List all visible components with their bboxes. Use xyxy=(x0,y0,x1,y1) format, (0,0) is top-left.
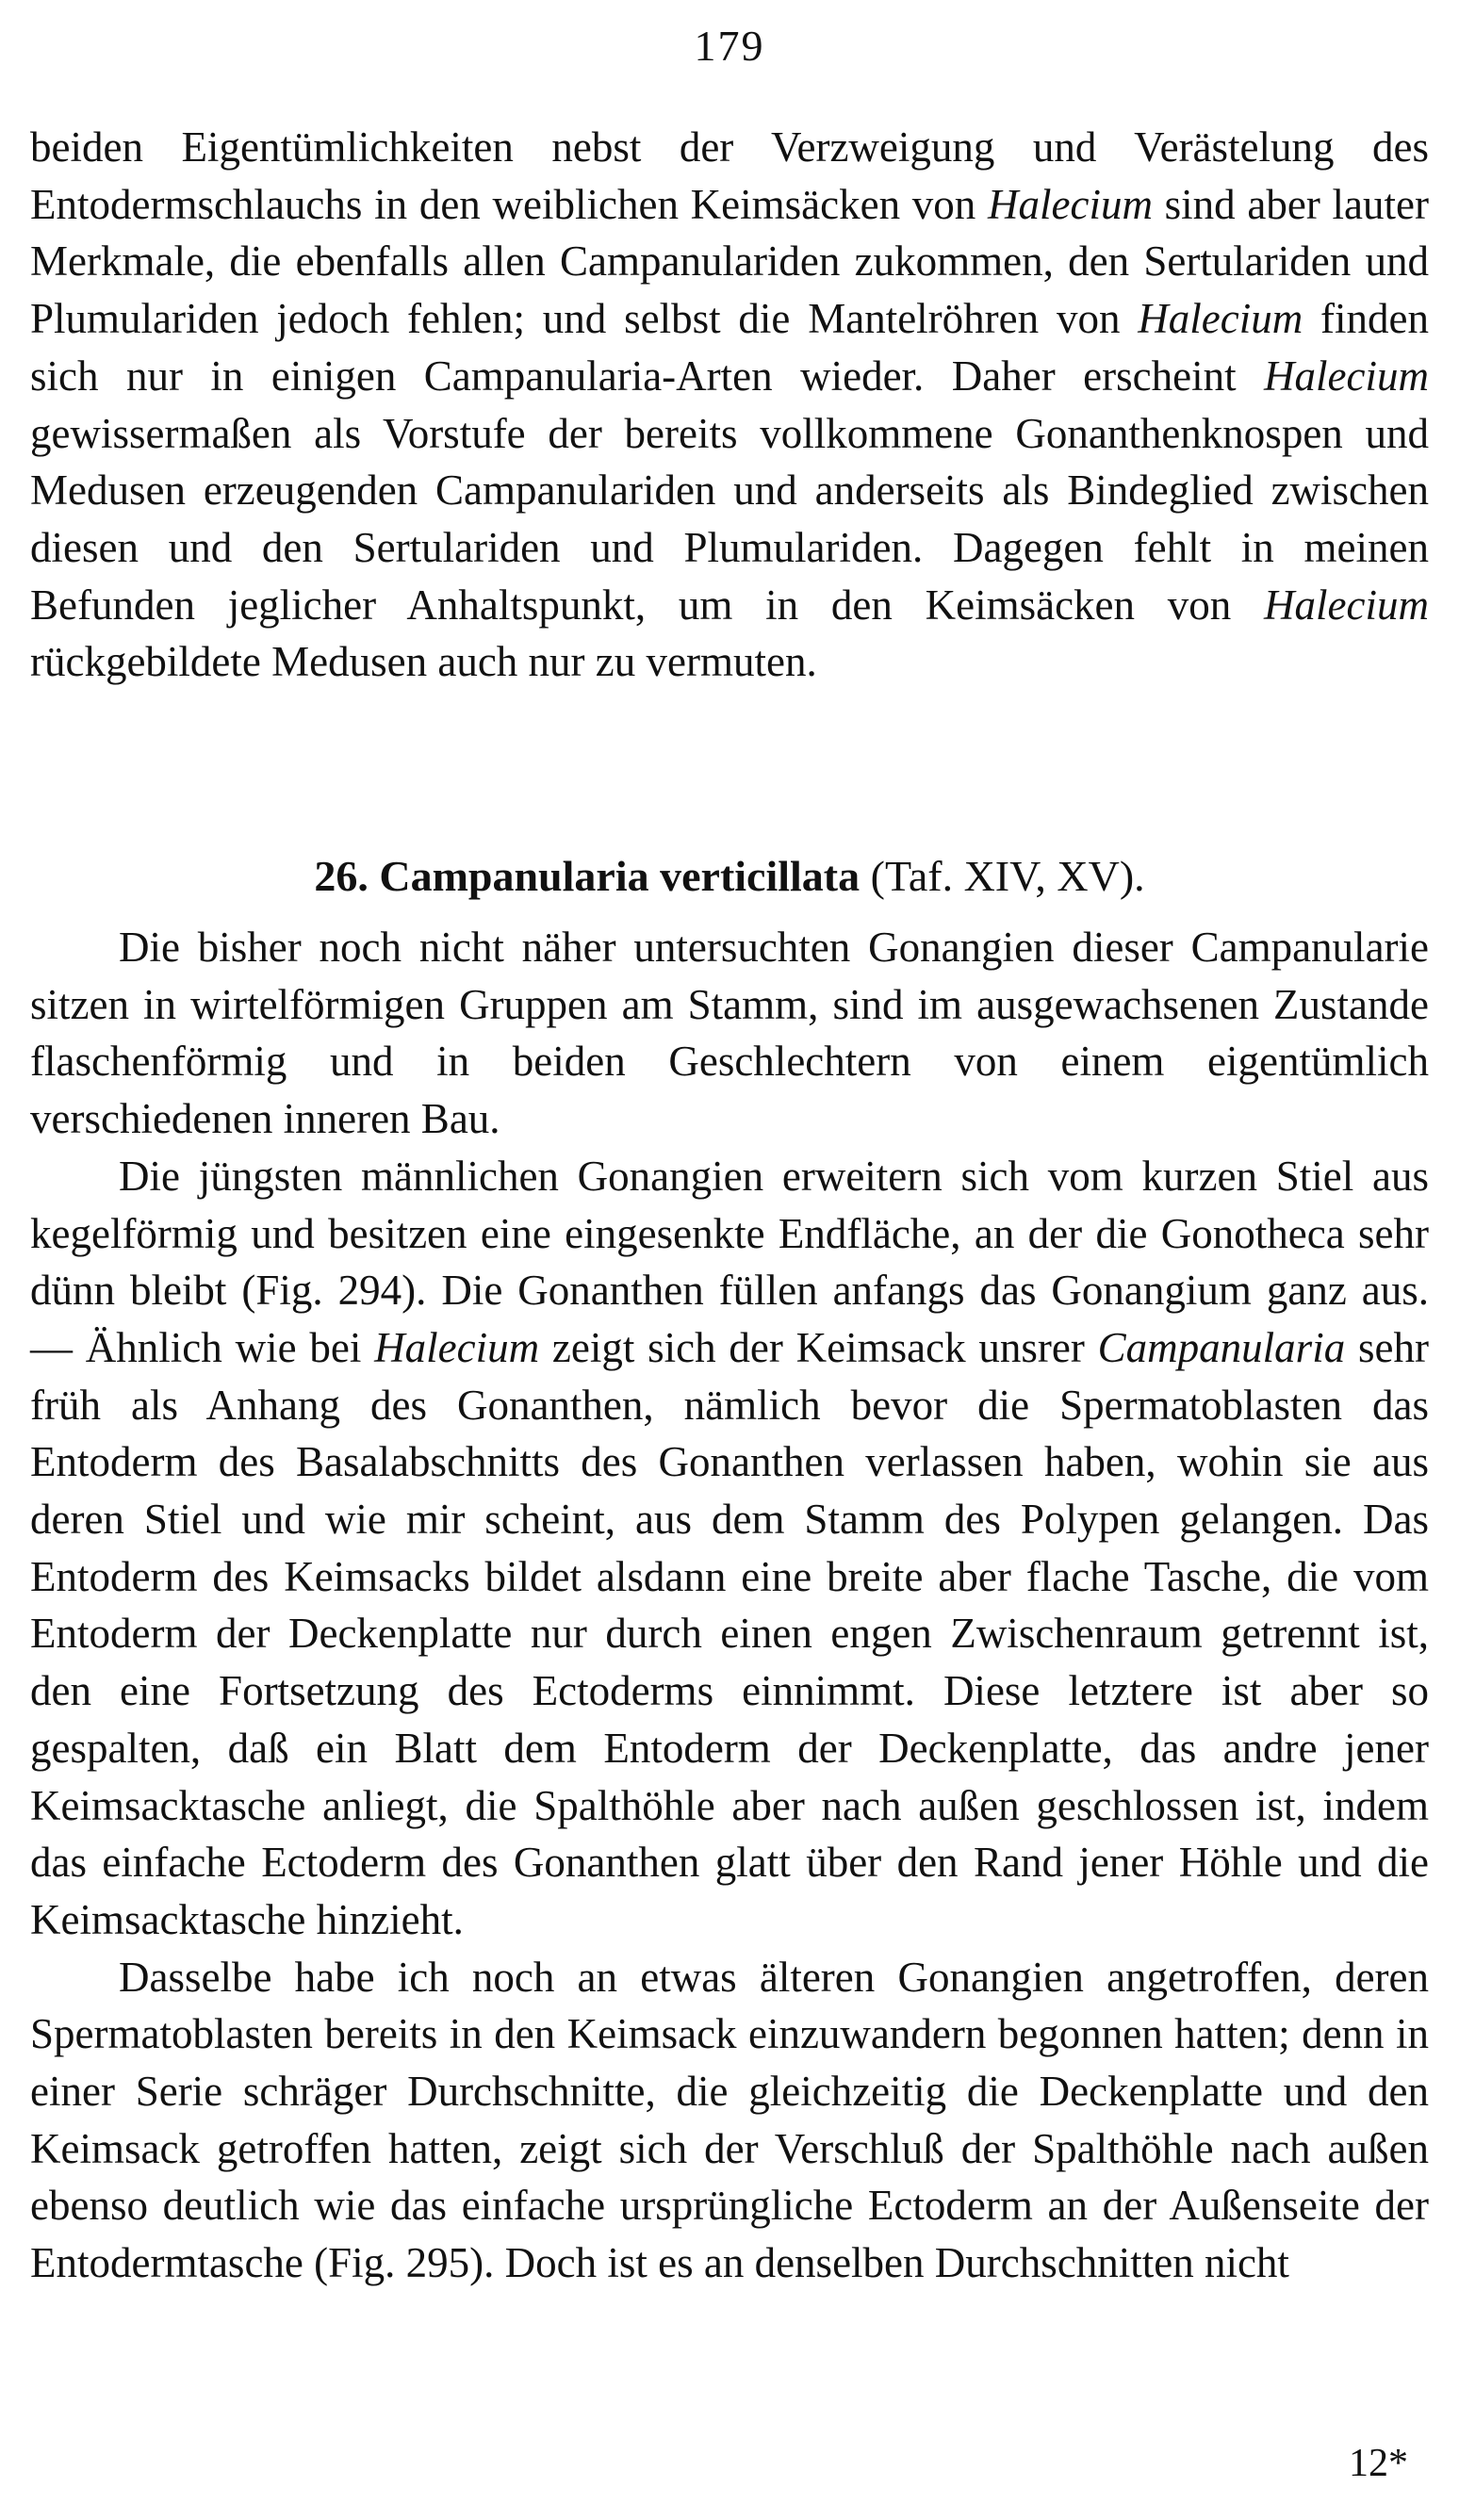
text-run: Die bisher noch nicht näher untersuchten Gonangien dieser Campanularie sitzen in wirtelförmigen Gruppen am Stamm, sind im ausgewachsenen Zustande flaschenförmig und in beiden Geschlechtern von einem eigentümlich verschiedenen inneren Bau. xyxy=(30,924,1429,1143)
text-run: beiden Eigentümlichkeiten nebst der Verzweigung und Verästelung des Entodermschlauchs in den weiblichen Keimsäcken von xyxy=(30,123,1429,228)
italic-taxon-name: Halecium xyxy=(1264,352,1429,400)
section-heading xyxy=(0,848,1459,905)
paragraph xyxy=(30,919,1429,1148)
section-heading-title: 26. Campanularia verticillata xyxy=(314,852,861,900)
paragraph xyxy=(30,1148,1429,1949)
section-body xyxy=(30,919,1429,2292)
italic-taxon-name: Halecium xyxy=(374,1323,540,1371)
paragraph xyxy=(30,1949,1429,2292)
continued-paragraph xyxy=(30,119,1429,691)
italic-taxon-name: Halecium xyxy=(1138,295,1303,343)
section-heading-plate-reference: (Taf. XIV, XV). xyxy=(860,852,1145,900)
italic-taxon-name: Halecium xyxy=(1264,581,1429,629)
text-run: Die jüngsten männlichen Gonangien erweitern sich vom kurzen Stiel aus kegelförmig und besitzen eine eingesenkte Endfläche, an der die Gonotheca sehr dünn bleibt (Fig. 294). Die Gonanthen füllen anfangs das Gonangium ganz aus. — Ähnlich wie bei xyxy=(30,1152,1429,1371)
text-run: finden sich nur in einigen Campanularia-Arten wieder. Daher erscheint xyxy=(30,295,1429,400)
text-run: gewissermaßen als Vorstufe der bereits vollkommene Gonanthenknospen und Medusen erzeugenden Campanulariden und anderseits als Bindeglied zwischen diesen und den Sertulariden und Plumulariden. Dagegen fehlt in meinen Befunden jeglicher Anhaltspunkt, um in den Keimsäcken von xyxy=(30,409,1429,629)
text-run: sind aber lauter Merkmale, die ebenfalls allen Campanulariden zukommen, den Sertulariden und Plumulariden jedoch fehlen; und selbst die Mantelröhren von xyxy=(30,180,1429,343)
page-number: 179 xyxy=(694,22,765,70)
text-run: zeigt sich der Keimsack unsrer xyxy=(539,1323,1098,1371)
italic-taxon-name: Halecium xyxy=(988,180,1153,228)
text-run: Dasselbe habe ich noch an etwas älteren Gonangien angetroffen, deren Spermatoblasten bereits in den Keimsack einzuwandern begonnen hatten; denn in einer Serie schräger Durchschnitte, die gleichzeitig die Deckenplatte und den Keimsack getroffen hatten, zeigt sich der Verschluß der Spalthöhle nach außen ebenso deutlich wie das einfache ursprüngliche Ectoderm an der Außenseite der Entodermtasche (Fig. 295). Doch ist es an denselben Durchschnitten nicht xyxy=(30,1953,1429,2287)
continued-paragraph-block xyxy=(30,119,1429,691)
text-run: rückgebildete Medusen auch nur zu vermuten. xyxy=(30,638,817,686)
italic-taxon-name: Campanularia xyxy=(1097,1323,1346,1371)
text-run: sehr früh als Anhang des Gonanthen, nämlich bevor die Spermatoblasten das Entoderm des Basalabschnitts des Gonanthen verlassen haben, wohin sie aus deren Stiel und wie mir scheint, aus dem Stamm des Polypen gelangen. Das Entoderm des Keimsacks bildet alsdann eine breite aber flache Tasche, die vom Entoderm der Deckenplatte nur durch einen engen Zwischenraum getrennt ist, den eine Fortsetzung des Ectoderms einnimmt. Diese letztere ist aber so gespalten, daß ein Blatt dem Entoderm der Deckenplatte, das andre jener Keimsacktasche anliegt, die Spalthöhle aber nach außen geschlossen ist, indem das einfache Ectoderm des Gonanthen glatt über den Rand jener Höhle und die Keimsacktasche hinzieht. xyxy=(30,1323,1429,1943)
printer-signature: 12* xyxy=(1349,2442,1408,2485)
